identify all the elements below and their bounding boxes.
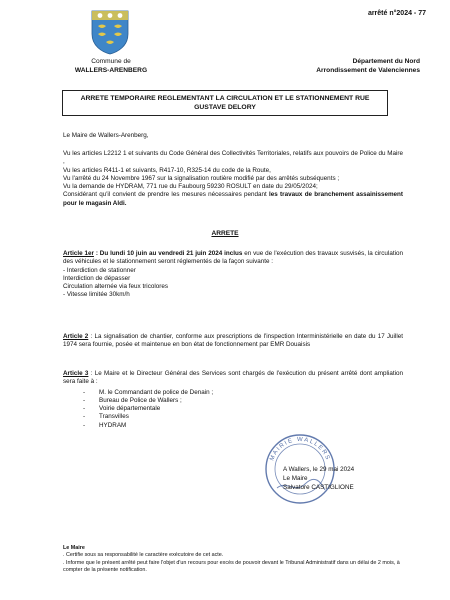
article-1-label: Article 1er	[63, 250, 94, 257]
article-1-dates: : Du lundi 10 juin au vendredi 21 juin 2024 inclus	[93, 250, 243, 257]
recipient-item: - Bureau de Police de Wallers ;	[83, 397, 403, 405]
article-1-text: en vue de l'exécution des travaux susvisés, la circulation des véhicules et le stationnement seront réglementés de la façon suivante :	[63, 250, 403, 266]
arrondissement-name: Arrondissement de Valenciennes	[316, 67, 420, 74]
recipient-list	[83, 389, 403, 430]
article-2-text: : La signalisation de chantier, conforme aux prescriptions de l'inspection Interministérielle en date du 17 Juillet 1974 sera fournie, posée et maintenue en bon état de fonctionnement par EMR Douaisis	[63, 333, 403, 349]
considerant-text: Considérant qu'il convient de prendre les mesures nécessaires pendant	[63, 191, 270, 199]
measure-item: - Interdiction de stationner	[63, 266, 136, 274]
vu-line: Vu les articles L2212 1 et suivants du Code Général des Collectivités Territoriales, relatifs aux pouvoirs de Police du Maire ,	[63, 150, 403, 166]
article-3-label: Article 3	[63, 370, 89, 377]
coat-of-arms-logo	[90, 8, 130, 56]
stamp-text: MAIRIE WALLERS	[269, 436, 331, 462]
signature-name: Salvatore CASTIGLIONE	[283, 484, 354, 491]
intro-text: Le Maire de Wallers-Arenberg,	[63, 132, 149, 139]
footer-notice	[63, 545, 403, 575]
measure-item: Circulation alternée via feux tricolores	[63, 283, 168, 291]
signature-block	[283, 465, 354, 492]
signature-place-date: A Wallers, le 29 mai 2024	[283, 466, 355, 473]
vu-line: Vu la demande de HYDRAM, 771 rue du Faubourg 59230 ROSULT en date du 29/05/2024;	[63, 183, 318, 191]
department-block	[250, 57, 420, 75]
commune-block	[56, 57, 166, 75]
vu-line: Vu les articles R411-1 et suivants, R417-10, R325-14 du code de la Route,	[63, 166, 271, 174]
footer-line: . Informe que le présent arrêté peut faire l'objet d'un recours pour excès de pouvoir devant le Tribunal Administratif dans un délai de 2 mois, à compter de la présente notification.	[63, 559, 400, 574]
commune-name: WALLERS-ARENBERG	[74, 67, 148, 74]
considerations-block	[63, 150, 403, 208]
arrete-heading: ARRETE	[211, 230, 239, 237]
article-3-text: : Le Maire et le Directeur Général des Services sont chargés de l'exécution du présent arrêté dont ampliation sera faite à :	[63, 370, 403, 386]
recipient-item: - Voirie départementale	[83, 405, 403, 413]
footer-line: . Certifie sous sa responsabilité le caractère exécutoire de cet acte.	[63, 552, 224, 559]
recipient-item: - M. le Commandant de police de Denain ;	[83, 389, 403, 397]
recipient-item: - Transvilles	[83, 413, 403, 421]
svg-text:MAIRIE WALLERS	[269, 437, 330, 462]
commune-prefix: Commune de	[91, 58, 131, 65]
measure-item: - Vitesse limitée 30km/h	[63, 291, 130, 299]
article-2	[63, 333, 403, 350]
article-1	[63, 250, 403, 300]
department-name: Département du Nord	[352, 58, 420, 65]
considerant-line	[63, 191, 403, 208]
signature-role: Le Maire	[283, 475, 308, 482]
recipient-item: - HYDRAM	[83, 422, 403, 430]
article-2-label: Article 2	[63, 333, 89, 340]
arrete-reference: arrêté n°2024 - 77	[367, 10, 426, 17]
document-title-text: ARRETE TEMPORAIRE REGLEMENTANT LA CIRCULATION ET LE STATIONNEMENT RUE GUSTAVE DELORY	[80, 95, 370, 111]
considerant-works: les travaux de branchement assainissement pour le magasin Aldi.	[63, 191, 403, 207]
document-title	[62, 90, 388, 116]
article-3-paragraph	[63, 370, 403, 387]
measure-item: Interdiction de dépasser	[63, 274, 131, 282]
vu-line: Vu l'arrêté du 24 Novembre 1967 sur la signalisation routière modifié par des arrêtés subséquents ;	[63, 174, 340, 182]
article-3	[63, 370, 403, 430]
article-1-paragraph	[63, 250, 403, 267]
footer-title: Le Maire	[63, 545, 85, 551]
